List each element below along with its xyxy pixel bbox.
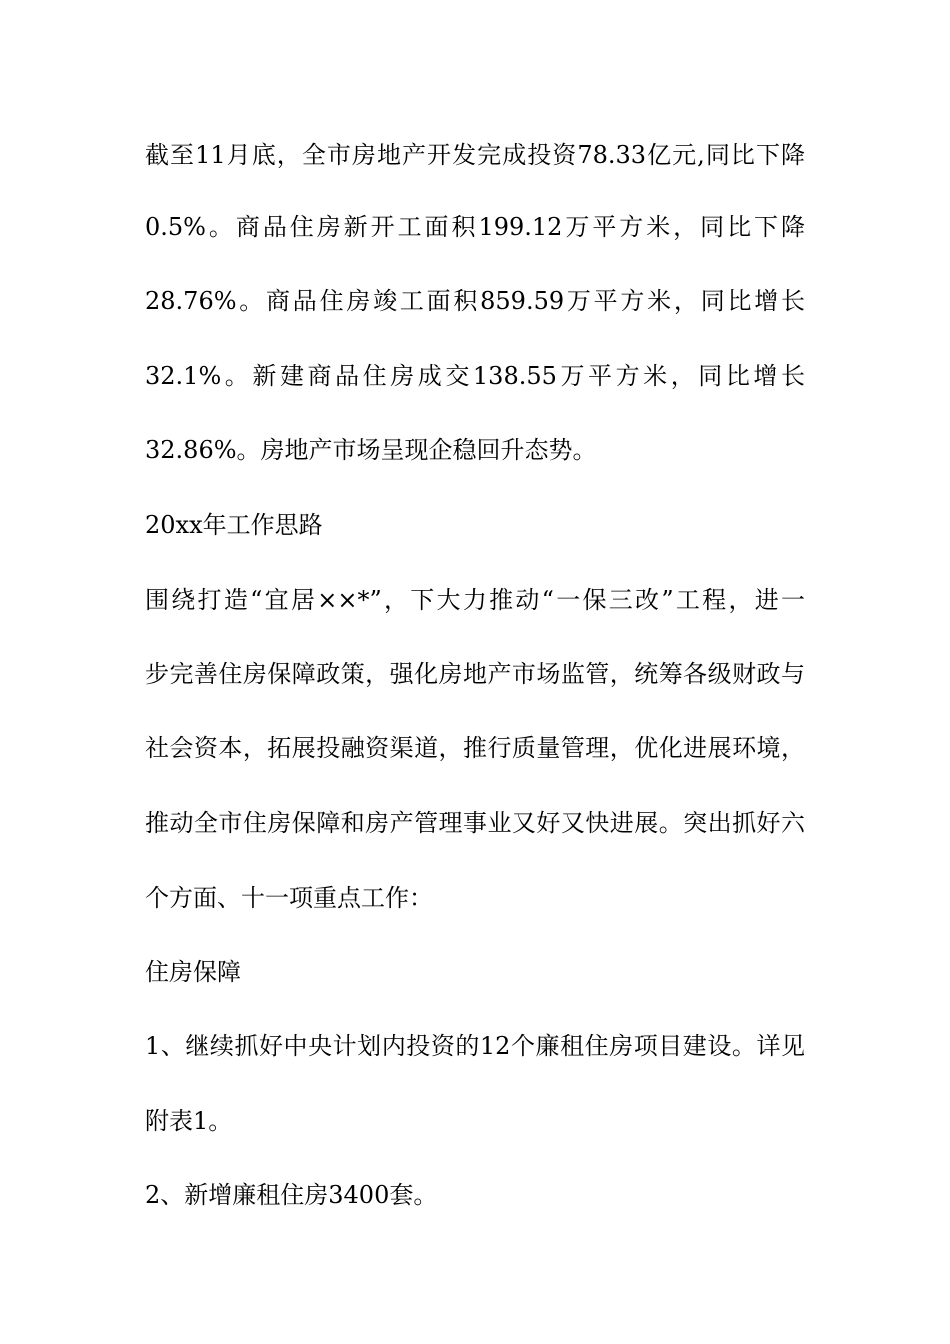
- paragraph-line: 社会资本，拓展投融资渠道，推行质量管理，优化进展环境，: [145, 734, 805, 762]
- section-heading: 20xx年工作思路: [145, 511, 323, 539]
- paragraph-line: 28.76%。商品住房竣工面积859.59万平方米，同比增长: [145, 287, 805, 315]
- paragraph-line: 个方面、十一项重点工作：: [145, 884, 433, 912]
- list-item-line: 附表1。: [145, 1107, 233, 1135]
- paragraph-line: 0.5%。商品住房新开工面积199.12万平方米，同比下降: [145, 213, 805, 241]
- paragraph-line: 32.86%。房地产市场呈现企稳回升态势。: [145, 436, 597, 464]
- paragraph-line: 32.1%。新建商品住房成交138.55万平方米，同比增长: [145, 362, 805, 390]
- paragraph-line: 步完善住房保障政策，强化房地产市场监管，统筹各级财政与: [145, 660, 805, 688]
- list-item-line: 2、新增廉租住房3400套。: [145, 1181, 438, 1209]
- paragraph-line: 推动全市住房保障和房产管理事业又好又快进展。突出抓好六: [145, 809, 805, 837]
- paragraph-line: 截至11月底，全市房地产开发完成投资78.33亿元,同比下降: [145, 141, 805, 169]
- section-heading: 住房保障: [145, 958, 241, 986]
- list-item-line: 1、继续抓好中央计划内投资的12个廉租住房项目建设。详见: [145, 1032, 805, 1060]
- paragraph-line: 围绕打造“宜居××*”，下大力推动“一保三改”工程，进一: [145, 586, 805, 614]
